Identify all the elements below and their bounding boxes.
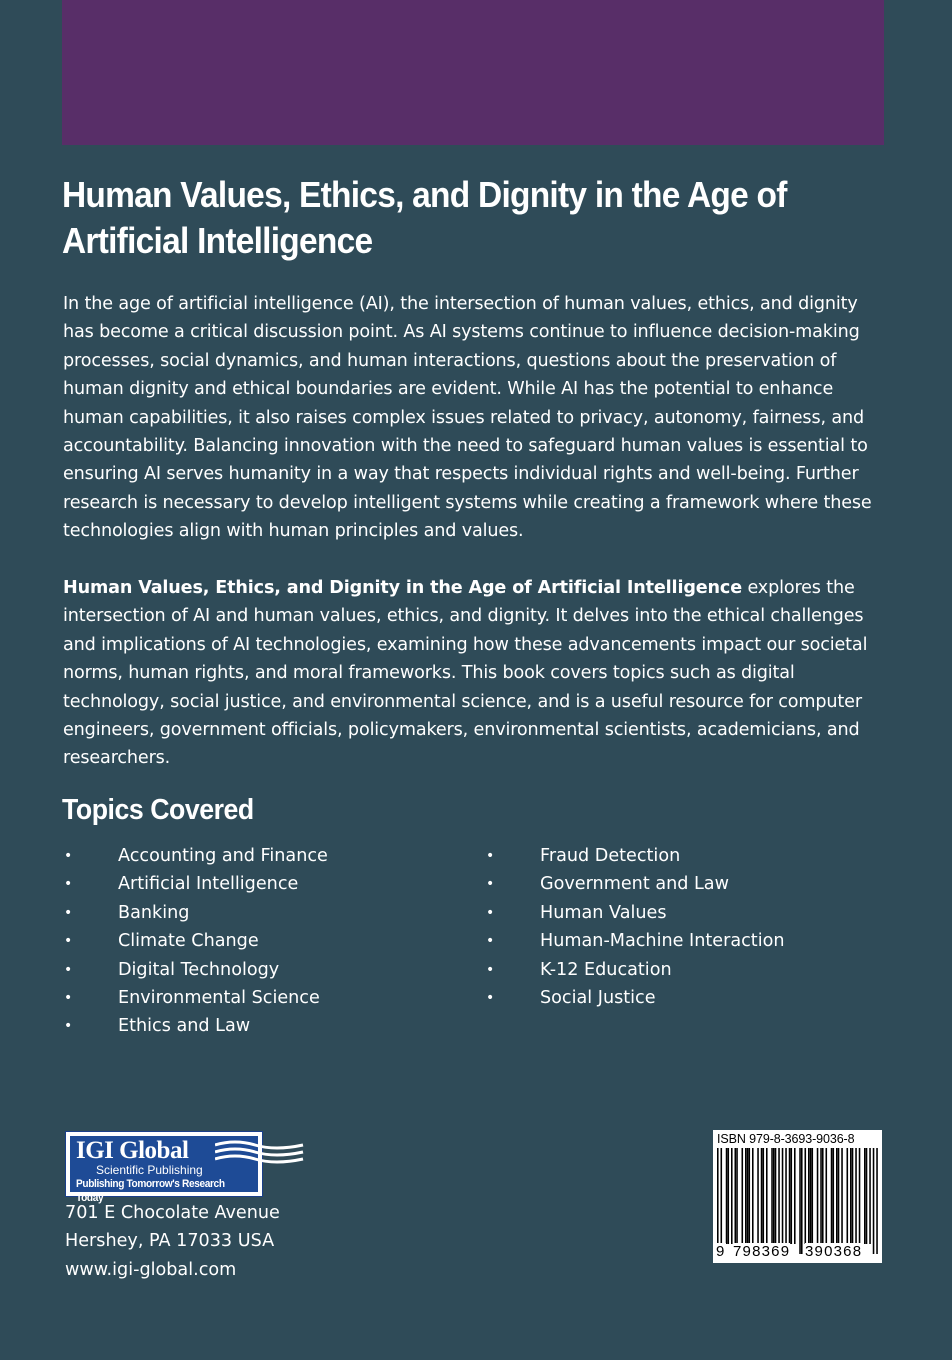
isbn-barcode [713,1130,882,1263]
logo-name: IGI Global [76,1137,189,1164]
barcode-bar [735,1148,737,1244]
barcode-bars [717,1148,878,1254]
bullet-icon: • [486,933,495,950]
barcode-bar [801,1148,803,1254]
barcode-bar [817,1148,819,1244]
topic-label: Fraud Detection [540,846,681,866]
topic-label: Artificial Intelligence [118,874,299,895]
barcode-bar [820,1148,822,1244]
book-title: Human Values, Ethics, and Dignity in the Age of Artificial Intelligence [62,174,787,261]
publisher-website[interactable]: www.igi-global.com [65,1259,237,1280]
description-paragraph-1: In the age of artificial intelligence (AI), the intersection of human values, ethics, and dignity has become a critical discussion point. As AI systems continue to influence decision-making processes, social dynamics, and human interactions, questions about the preservation of human dignity and ethical boundaries are evident. While AI has the potential to enhance human capabilities, it also raises complex issues related to privacy, autonomy, fairness, and accountability. Balancing innovation with the need to safeguard human values is essential to ensuring AI serves humanity in a way that respects individual rights and well-being. Further research is necessary to develop intelligent systems while creating a framework where these technologies align with human principles and values. [63,294,872,542]
barcode-bar [721,1148,723,1254]
topic-label: Accounting and Finance [118,846,328,866]
logo-tagline: Publishing Tomorrow's Research Today [76,1178,225,1204]
barcode-bar [791,1148,793,1244]
topic-item [484,956,785,984]
barcode-bar [728,1148,730,1244]
bullet-icon: • [486,961,495,978]
bullet-icon: • [64,848,73,864]
barcode-bar [838,1148,840,1244]
isbn-label: ISBN 979-8-3693-9036-8 [717,1132,855,1146]
topic-item [62,842,328,870]
barcode-bar [761,1148,763,1244]
description-paragraph-2-text: explores the intersection of AI and human values, ethics, and dignity. It delves into the ethical challenges and implications of AI technologies, examining how these advancements impact our societal norms, human rights, and moral frameworks. This book covers topics such as digital technology, social justice, and environmental science, and is a useful resource for computer engineers, government officials, policymakers, environmental scientists, academicians, and researchers. [63,578,868,769]
bullet-icon: • [64,876,73,893]
barcode-bar [876,1148,878,1254]
barcode-bar [831,1148,833,1244]
description-bold-title: Human Values, Ethics, and Dignity in the Age of Artificial Intelligence [63,578,742,598]
topics-list-left [62,842,328,1041]
publisher-address [65,1199,280,1284]
barcode-bar [808,1148,810,1244]
logo-waves-icon [215,1139,305,1169]
bullet-icon: • [64,961,73,978]
topic-item [62,927,328,955]
barcode-bar [778,1148,780,1244]
barcode-bar [766,1148,768,1244]
bullet-icon: • [486,848,495,864]
barcode-bar [757,1148,759,1244]
topic-label: Human Values [540,902,667,923]
topic-label: Social Justice [540,987,656,1008]
barcode-bar [752,1148,754,1244]
topic-item [62,984,328,1012]
barcode-bar [826,1148,828,1244]
barcode-bar [841,1148,843,1244]
barcode-bar [794,1148,796,1244]
topic-item [484,927,785,955]
barcode-bar [771,1148,773,1244]
topic-item [62,1012,328,1040]
barcode-bar [731,1148,733,1244]
barcode-bar [747,1148,749,1244]
barcode-bar [822,1148,824,1244]
topic-item [484,899,785,927]
barcode-bar [855,1148,857,1244]
topics-heading: Topics Covered [62,794,254,826]
barcode-bar [726,1148,728,1244]
topic-label: Government and Law [540,874,729,895]
barcode-bar [859,1148,861,1244]
barcode-right-digits: 390368 [805,1243,863,1260]
bullet-icon: • [64,1018,73,1035]
barcode-bar [736,1148,738,1244]
barcode-bar [763,1148,765,1244]
barcode-bar [773,1148,775,1244]
topics-list-right [484,842,785,1012]
topic-item [62,870,328,898]
bullet-icon: • [64,933,73,950]
logo-subtitle: Scientific Publishing [96,1163,203,1177]
barcode-bar [850,1148,852,1244]
topic-item [484,870,785,898]
bullet-icon: • [486,876,495,893]
topic-label: Digital Technology [118,959,280,980]
topic-label: Banking [118,902,190,923]
barcode-bar [852,1148,854,1244]
barcode-bar [749,1148,751,1244]
barcode-bar [782,1148,784,1244]
address-line-1: 701 E Chocolate Avenue [65,1203,280,1223]
barcode-bar [866,1148,868,1244]
barcode-bar [810,1148,812,1244]
bullet-icon: • [64,989,73,1006]
topic-item [62,956,328,984]
barcode-bar [775,1148,777,1244]
bullet-icon: • [64,904,73,921]
bullet-icon: • [486,989,495,1006]
topic-item [484,842,785,870]
barcode-bar [799,1148,801,1254]
topic-label: Environmental Science [118,987,320,1008]
address-line-2: Hershey, PA 17033 USA [65,1231,275,1252]
barcode-bar [836,1148,838,1244]
bullet-icon: • [486,904,495,921]
barcode-bar [745,1148,747,1244]
barcode-bar [717,1148,719,1254]
barcode-bar [864,1148,866,1244]
barcode-lead-digit: 9 [716,1243,726,1260]
top-color-band [62,0,884,145]
barcode-bar [812,1148,814,1244]
barcode-bar [833,1148,835,1244]
topic-item [484,984,785,1012]
barcode-bar [789,1148,791,1244]
topic-label: Human-Machine Interaction [540,931,785,952]
barcode-left-digits: 798369 [733,1243,791,1260]
publisher-logo [65,1131,305,1204]
topic-item [62,899,328,927]
topic-label: Climate Change [118,931,259,952]
barcode-bar [847,1148,849,1244]
barcode-bar [805,1148,807,1244]
topic-label: Ethics and Law [118,1016,251,1037]
barcode-bar [785,1148,787,1244]
barcode-bar [873,1148,875,1254]
barcode-bar [742,1148,744,1244]
barcode-bar [869,1148,871,1244]
description-paragraph-2 [63,574,878,773]
topic-label: K-12 Education [540,959,672,980]
